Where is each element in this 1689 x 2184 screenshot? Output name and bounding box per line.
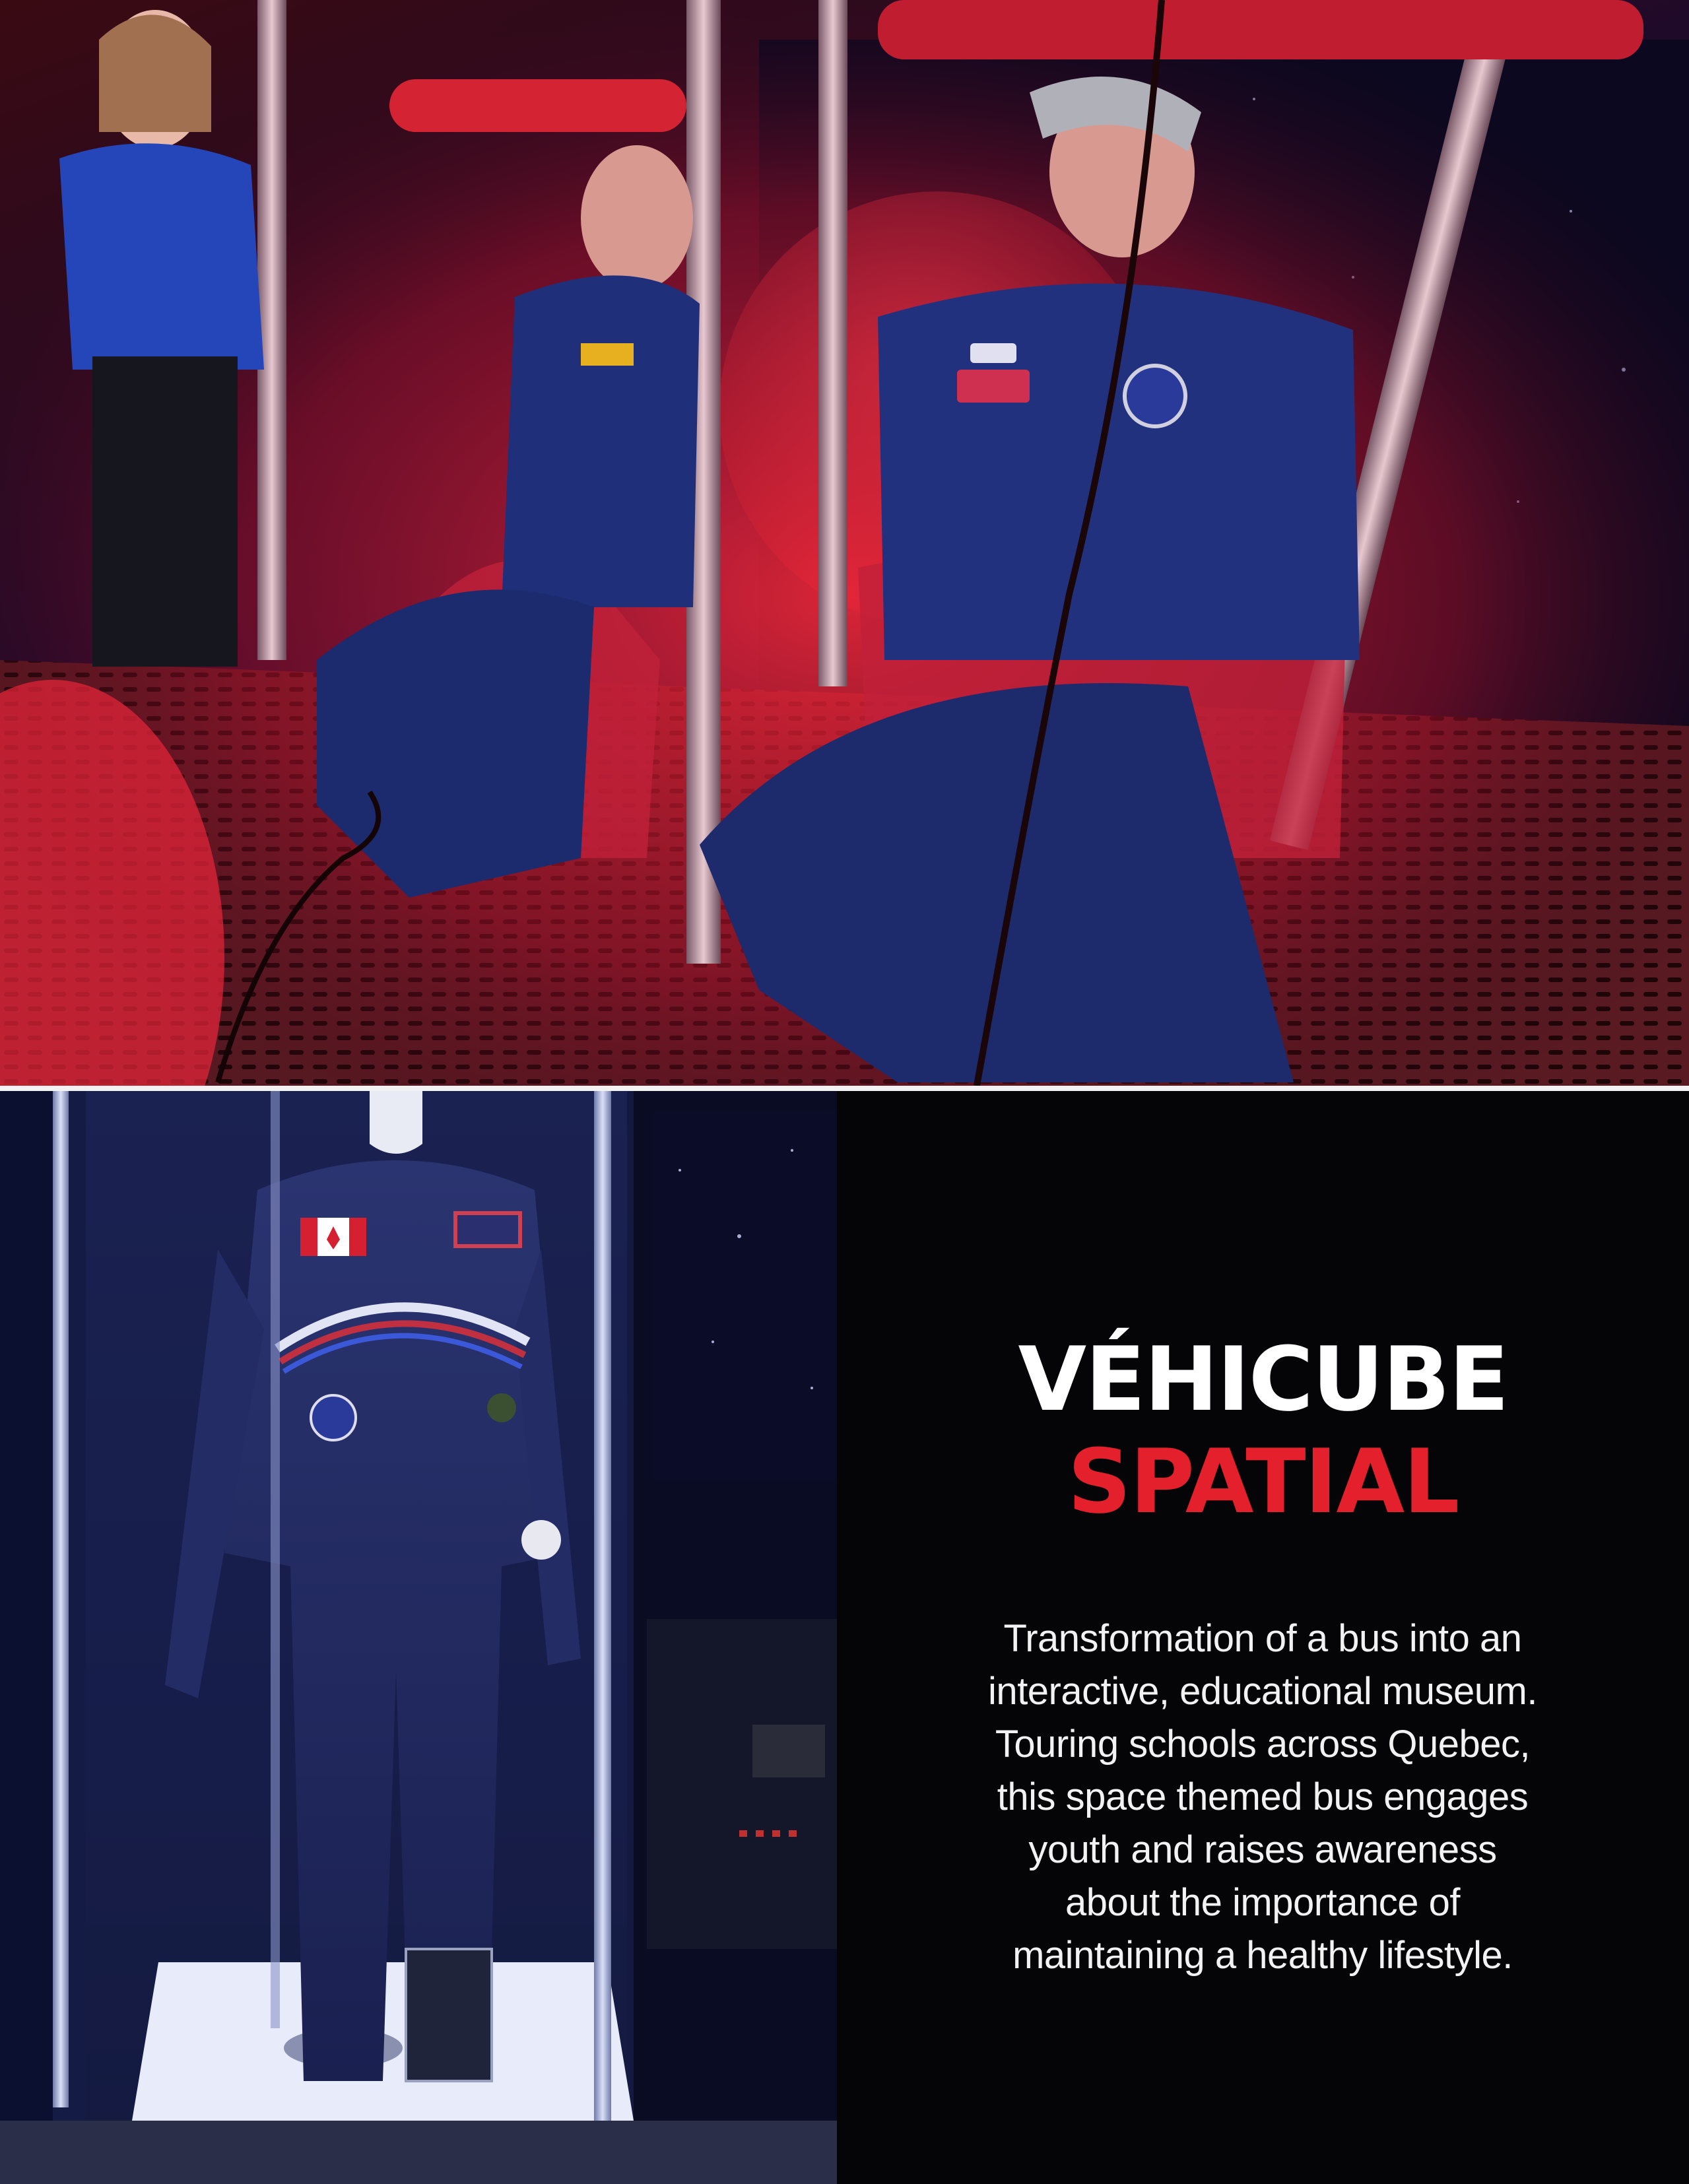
dashboard-screen	[752, 1725, 825, 1777]
description-line: this space themed bus engages	[997, 1775, 1529, 1818]
description-line: Touring schools across Quebec,	[995, 1723, 1531, 1766]
photo-divider	[0, 1086, 1689, 1091]
description-line: interactive, educational museum.	[988, 1670, 1537, 1713]
csa-patch-icon	[311, 1395, 356, 1440]
description-paragraph	[933, 1612, 1593, 1982]
title-line-1: VÉHICUBE	[1018, 1328, 1508, 1431]
bottom-photo-scene	[0, 1091, 837, 2184]
info-placard	[406, 1949, 492, 2081]
case-frame	[53, 1091, 69, 2107]
description-line: maintaining a healthy lifestyle.	[1012, 1934, 1513, 1977]
top-photo	[0, 0, 1689, 1086]
case-frame	[594, 1091, 611, 2184]
support-pole	[257, 0, 286, 660]
dashboard	[647, 1619, 837, 1949]
name-tag	[455, 1213, 520, 1246]
description-line: Transformation of a bus into an	[1003, 1617, 1522, 1660]
mannequin-hand	[521, 1520, 561, 1560]
description-line: about the importance of	[1065, 1881, 1460, 1924]
top-photo-scene	[0, 0, 1689, 1086]
text-panel	[837, 1091, 1689, 2184]
window-space	[653, 1111, 837, 1480]
description-line: youth and raises awareness	[1028, 1828, 1497, 1871]
support-pole	[818, 0, 847, 686]
overhead-bar	[389, 79, 686, 132]
mission-patch-icon	[487, 1393, 516, 1422]
bottom-photo	[0, 1091, 837, 2184]
floor	[0, 2121, 837, 2184]
title-line-2: SPATIAL	[1067, 1430, 1459, 1533]
case-frame	[271, 1091, 280, 2028]
overhead-bar	[878, 0, 1643, 59]
